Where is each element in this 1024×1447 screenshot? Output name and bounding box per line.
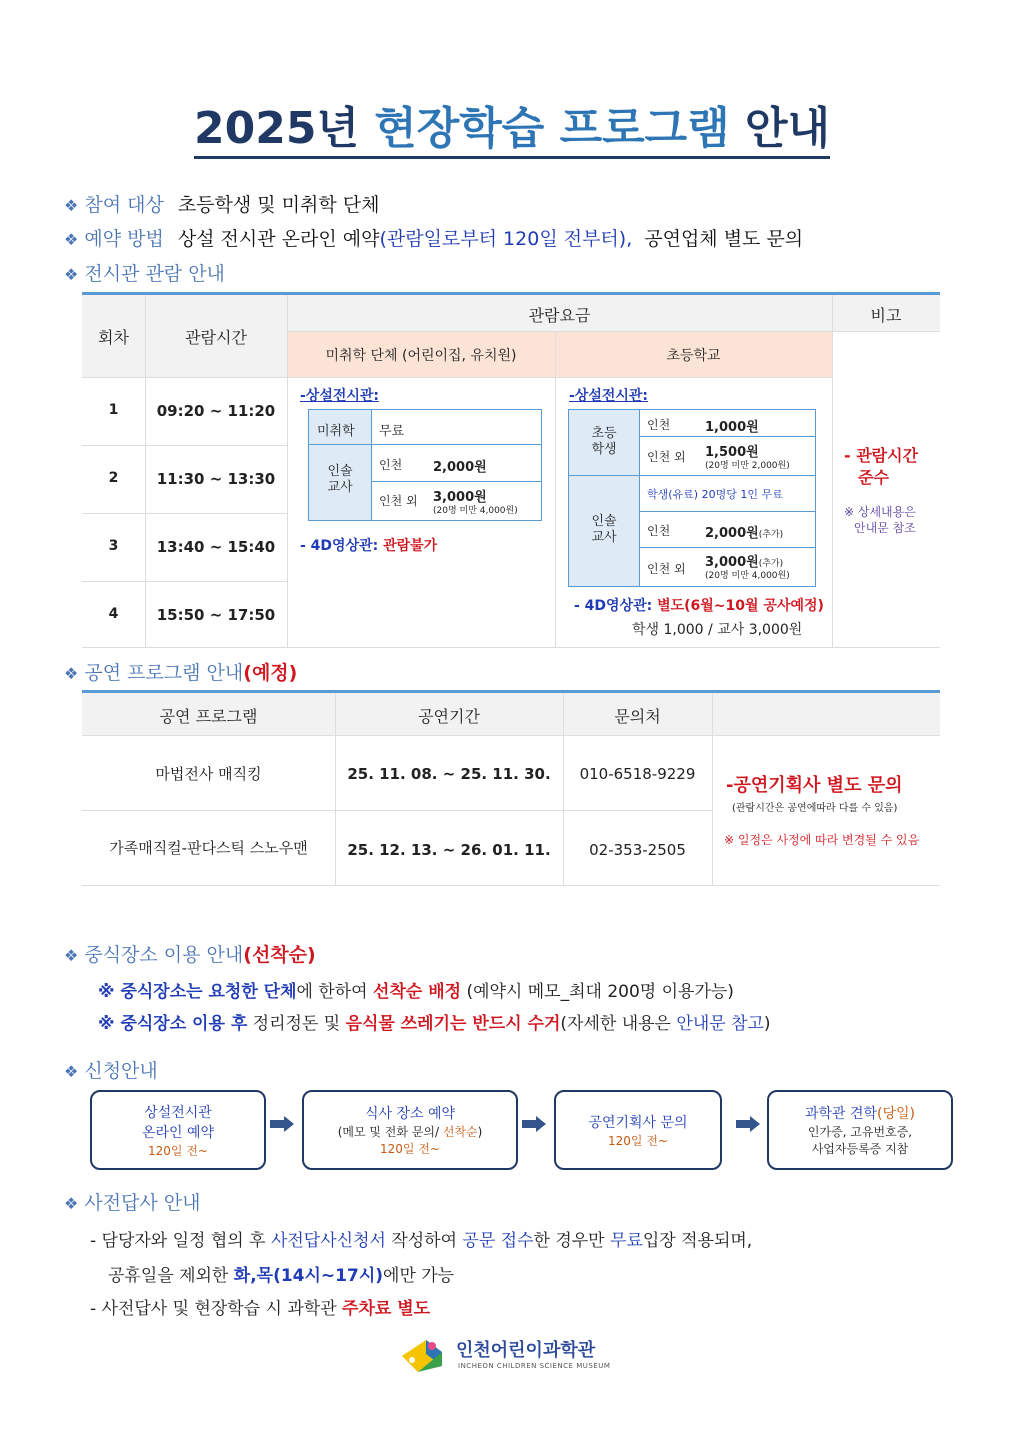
header-round: 회차: [98, 328, 129, 347]
program-contact: 010-6518-9229: [579, 765, 696, 783]
diamond-bullet-icon: ❖: [64, 196, 79, 215]
arrow-right-icon: [270, 1120, 284, 1128]
diamond-bullet-icon: ❖: [64, 1194, 79, 1213]
perform-note3: ※ 일정은 사정에 따라 변경될 수 있음: [724, 833, 920, 847]
step-perform-inquiry: 공연기획사 문의 120일 전~: [554, 1090, 722, 1170]
logo-text: 인천어린이과학관: [456, 1340, 596, 1361]
round-time: 15:50 ~ 17:50: [156, 606, 276, 624]
round-time: 09:20 ~ 11:20: [156, 402, 276, 420]
exhibit-section-title: ❖ 전시관 관람 안내: [64, 263, 225, 285]
visit-section-title: ❖ 사전답사 안내: [64, 1192, 201, 1214]
reserve-row: ❖ 예약 방법 상설 전시관 온라인 예약(관람일로부터 120일 전부터), 공연업체 별도 문의: [64, 228, 804, 250]
header-period: 공연기간: [418, 707, 480, 726]
program-period: 25. 12. 13. ~ 26. 01. 11.: [347, 841, 551, 859]
round-time: 13:40 ~ 15:40: [156, 538, 276, 556]
title-program: 현장학습 프로그램: [374, 103, 730, 154]
perform-note2: (관람시간은 공연에따라 다를 수 있음): [732, 803, 898, 814]
arrow-right-icon: [736, 1120, 750, 1128]
diamond-bullet-icon: ❖: [64, 946, 79, 965]
elementary-4d: - 4D영상관: 별도(6월~10월 공사예정): [574, 598, 824, 614]
header-note: 비고: [870, 306, 902, 325]
header-preschool: 미취학 단체 (어린이집, 유치원): [325, 348, 517, 364]
page-title: [0, 92, 1024, 156]
elementary-4d-price: 학생 1,000 / 교사 3,000원: [632, 622, 803, 638]
round-number: 4: [108, 606, 119, 622]
museum-logo-icon: [398, 1332, 454, 1380]
target-value: 초등학생 및 미취학 단체: [177, 194, 380, 216]
round-time: 11:30 ~ 13:30: [156, 470, 276, 488]
program-contact: 02-353-2505: [589, 841, 686, 859]
note-line2: 준수: [858, 468, 889, 487]
header-time: 관람시간: [185, 328, 247, 347]
perform-note1: -공연기획사 별도 문의: [726, 775, 903, 796]
title-year: 2025년: [194, 103, 359, 154]
preschool-4d: - 4D영상관: 관람불가: [300, 538, 438, 554]
diamond-bullet-icon: ❖: [64, 265, 79, 284]
diamond-bullet-icon: ❖: [64, 1062, 79, 1081]
arrow-right-icon: [522, 1120, 536, 1128]
note-line4: 안내문 참조: [854, 521, 916, 535]
title-guide: 안내: [744, 103, 830, 154]
visit-line1: - 담당자와 일정 협의 후 사전답사신청서 작성하여 공문 접수한 경우만 무료입장 적용되며,: [90, 1231, 753, 1251]
exhibit-table: [82, 295, 940, 648]
elementary-fee-box: 초등 학생 인천 1,000원 인천 외 1,500원 (20명 미만 2,000원) 인솔 교사 학생(유료) 20명당 1인 무료 인천 2,000원(추가) 인천 외 3,000원(추가) (20명 미만 4,000원): [568, 409, 816, 587]
header-program: 공연 프로그램: [159, 707, 258, 726]
visit-line3: - 사전답사 및 현장학습 시 과학관 주차료 별도: [90, 1299, 431, 1319]
apply-section-title: ❖ 신청안내: [64, 1060, 158, 1082]
logo-subtext: INCHEON CHILDREN SCIENCE MUSEUM: [458, 1362, 611, 1370]
diamond-bullet-icon: ❖: [64, 664, 79, 683]
perform-table: [82, 693, 940, 886]
preschool-fee-box: 미취학 무료 인솔 교사 인천 2,000원 인천 외 3,000원 (20명 미만 4,000원): [308, 409, 542, 521]
program-name: 가족매직컬-판다스틱 스노우맨: [109, 839, 308, 857]
lunch-line1: ※ 중식장소는 요청한 단체에 한하여 선착순 배정 (예약시 메모_최대 200명 이용가능): [98, 982, 734, 1002]
target-row: ❖ 참여 대상 초등학생 및 미취학 단체: [64, 194, 380, 216]
program-name: 마법전사 매직킹: [155, 765, 262, 783]
round-number: 3: [108, 538, 119, 554]
round-number: 2: [108, 470, 119, 486]
lunch-line2: ※ 중식장소 이용 후 정리정돈 및 음식물 쓰레기는 반드시 수거(자세한 내용은 안내문 참고): [98, 1014, 771, 1034]
step-lunch-reserve: 식사 장소 예약 (메모 및 전화 문의/ 선착순) 120일 전~: [302, 1090, 518, 1170]
header-elementary: 초등학교: [666, 348, 721, 364]
header-fee: 관람요금: [528, 306, 591, 325]
diamond-bullet-icon: ❖: [64, 230, 79, 249]
note-line1: - 관람시간: [844, 446, 919, 465]
step-visit: 과학관 견학(당일) 인가증, 고유번호증, 사업자등록증 지참: [767, 1090, 953, 1170]
elementary-title: -상설전시관:: [569, 388, 649, 404]
preschool-title: -상설전시관:: [300, 388, 380, 404]
perform-section-title: ❖ 공연 프로그램 안내(예정): [64, 662, 298, 684]
visit-line2: 공휴일을 제외한 화,목(14시~17시)에만 가능: [108, 1266, 455, 1286]
museum-logo: [398, 1332, 634, 1380]
step-exhibit-reserve: 상설전시관 온라인 예약 120일 전~: [90, 1090, 266, 1170]
round-number: 1: [108, 402, 119, 418]
program-period: 25. 11. 08. ~ 25. 11. 30.: [347, 765, 551, 783]
lunch-section-title: ❖ 중식장소 이용 안내(선착순): [64, 944, 316, 966]
note-line3: ※ 상세내용은: [844, 505, 916, 519]
header-contact: 문의처: [614, 707, 661, 726]
